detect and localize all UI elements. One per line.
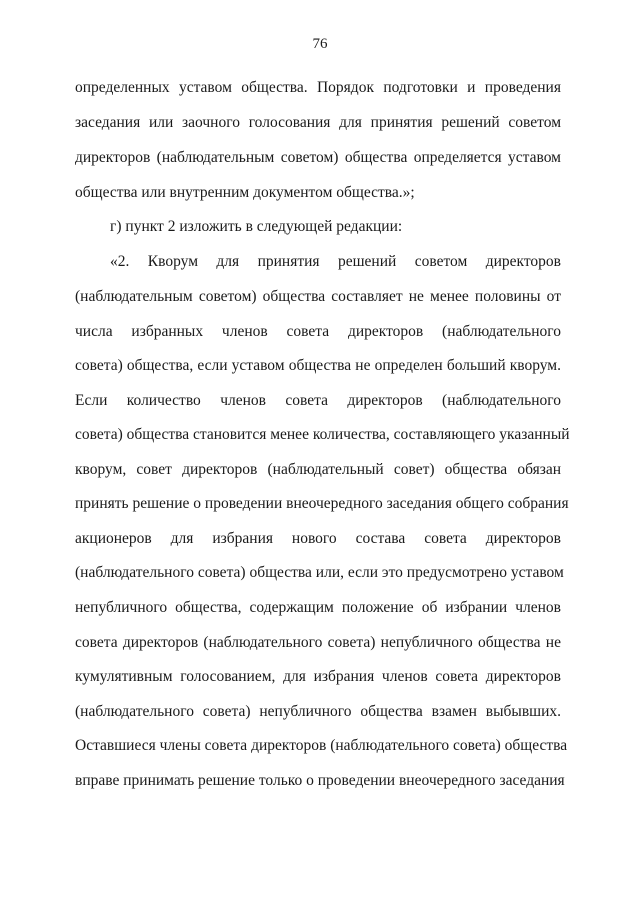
text-line: (наблюдательного совета) непубличного общества взамен выбывших. (75, 703, 561, 720)
text-line: совета) общества становится менее количества, составляющего указанный (75, 426, 570, 443)
page-number: 76 (312, 36, 328, 52)
text-line: (наблюдательного совета) общества или, если это предусмотрено уставом (75, 564, 564, 581)
text-line: акционеров для избрания нового состава совета директоров (75, 530, 561, 547)
text-line: г) пункт 2 изложить в следующей редакции: (110, 218, 403, 235)
text-line: Если количество членов совета директоров (наблюдательного (75, 392, 561, 409)
text-line: заседания или заочного голосования для принятия решений советом (75, 114, 561, 131)
text-line: непубличного общества, содержащим положение об избрании членов (75, 599, 561, 616)
text-line: принять решение о проведении внеочередного заседания общего собрания (75, 495, 569, 512)
text-line: общества или внутренним документом общества.»; (75, 184, 415, 201)
text-line: директоров (наблюдательным советом) общества определяется уставом (75, 149, 561, 166)
text-line: числа избранных членов совета директоров (наблюдательного (75, 323, 561, 340)
text-line: кумулятивным голосованием, для избрания членов совета директоров (75, 668, 561, 685)
text-line: вправе принимать решение только о проведении внеочередного заседания (75, 772, 565, 789)
text-line: «2. Кворум для принятия решений советом директоров (110, 253, 561, 270)
text-line: (наблюдательным советом) общества составляет не менее половины от (75, 288, 561, 305)
text-line: совета) общества, если уставом общества не определен больший кворум. (75, 357, 561, 374)
text-line: кворум, совет директоров (наблюдательный совет) общества обязан (75, 461, 561, 478)
text-line: Оставшиеся члены совета директоров (наблюдательного совета) общества (75, 737, 568, 754)
text-line: совета директоров (наблюдательного совета) непубличного общества не (75, 634, 561, 651)
text-line: определенных уставом общества. Порядок подготовки и проведения (75, 79, 561, 96)
